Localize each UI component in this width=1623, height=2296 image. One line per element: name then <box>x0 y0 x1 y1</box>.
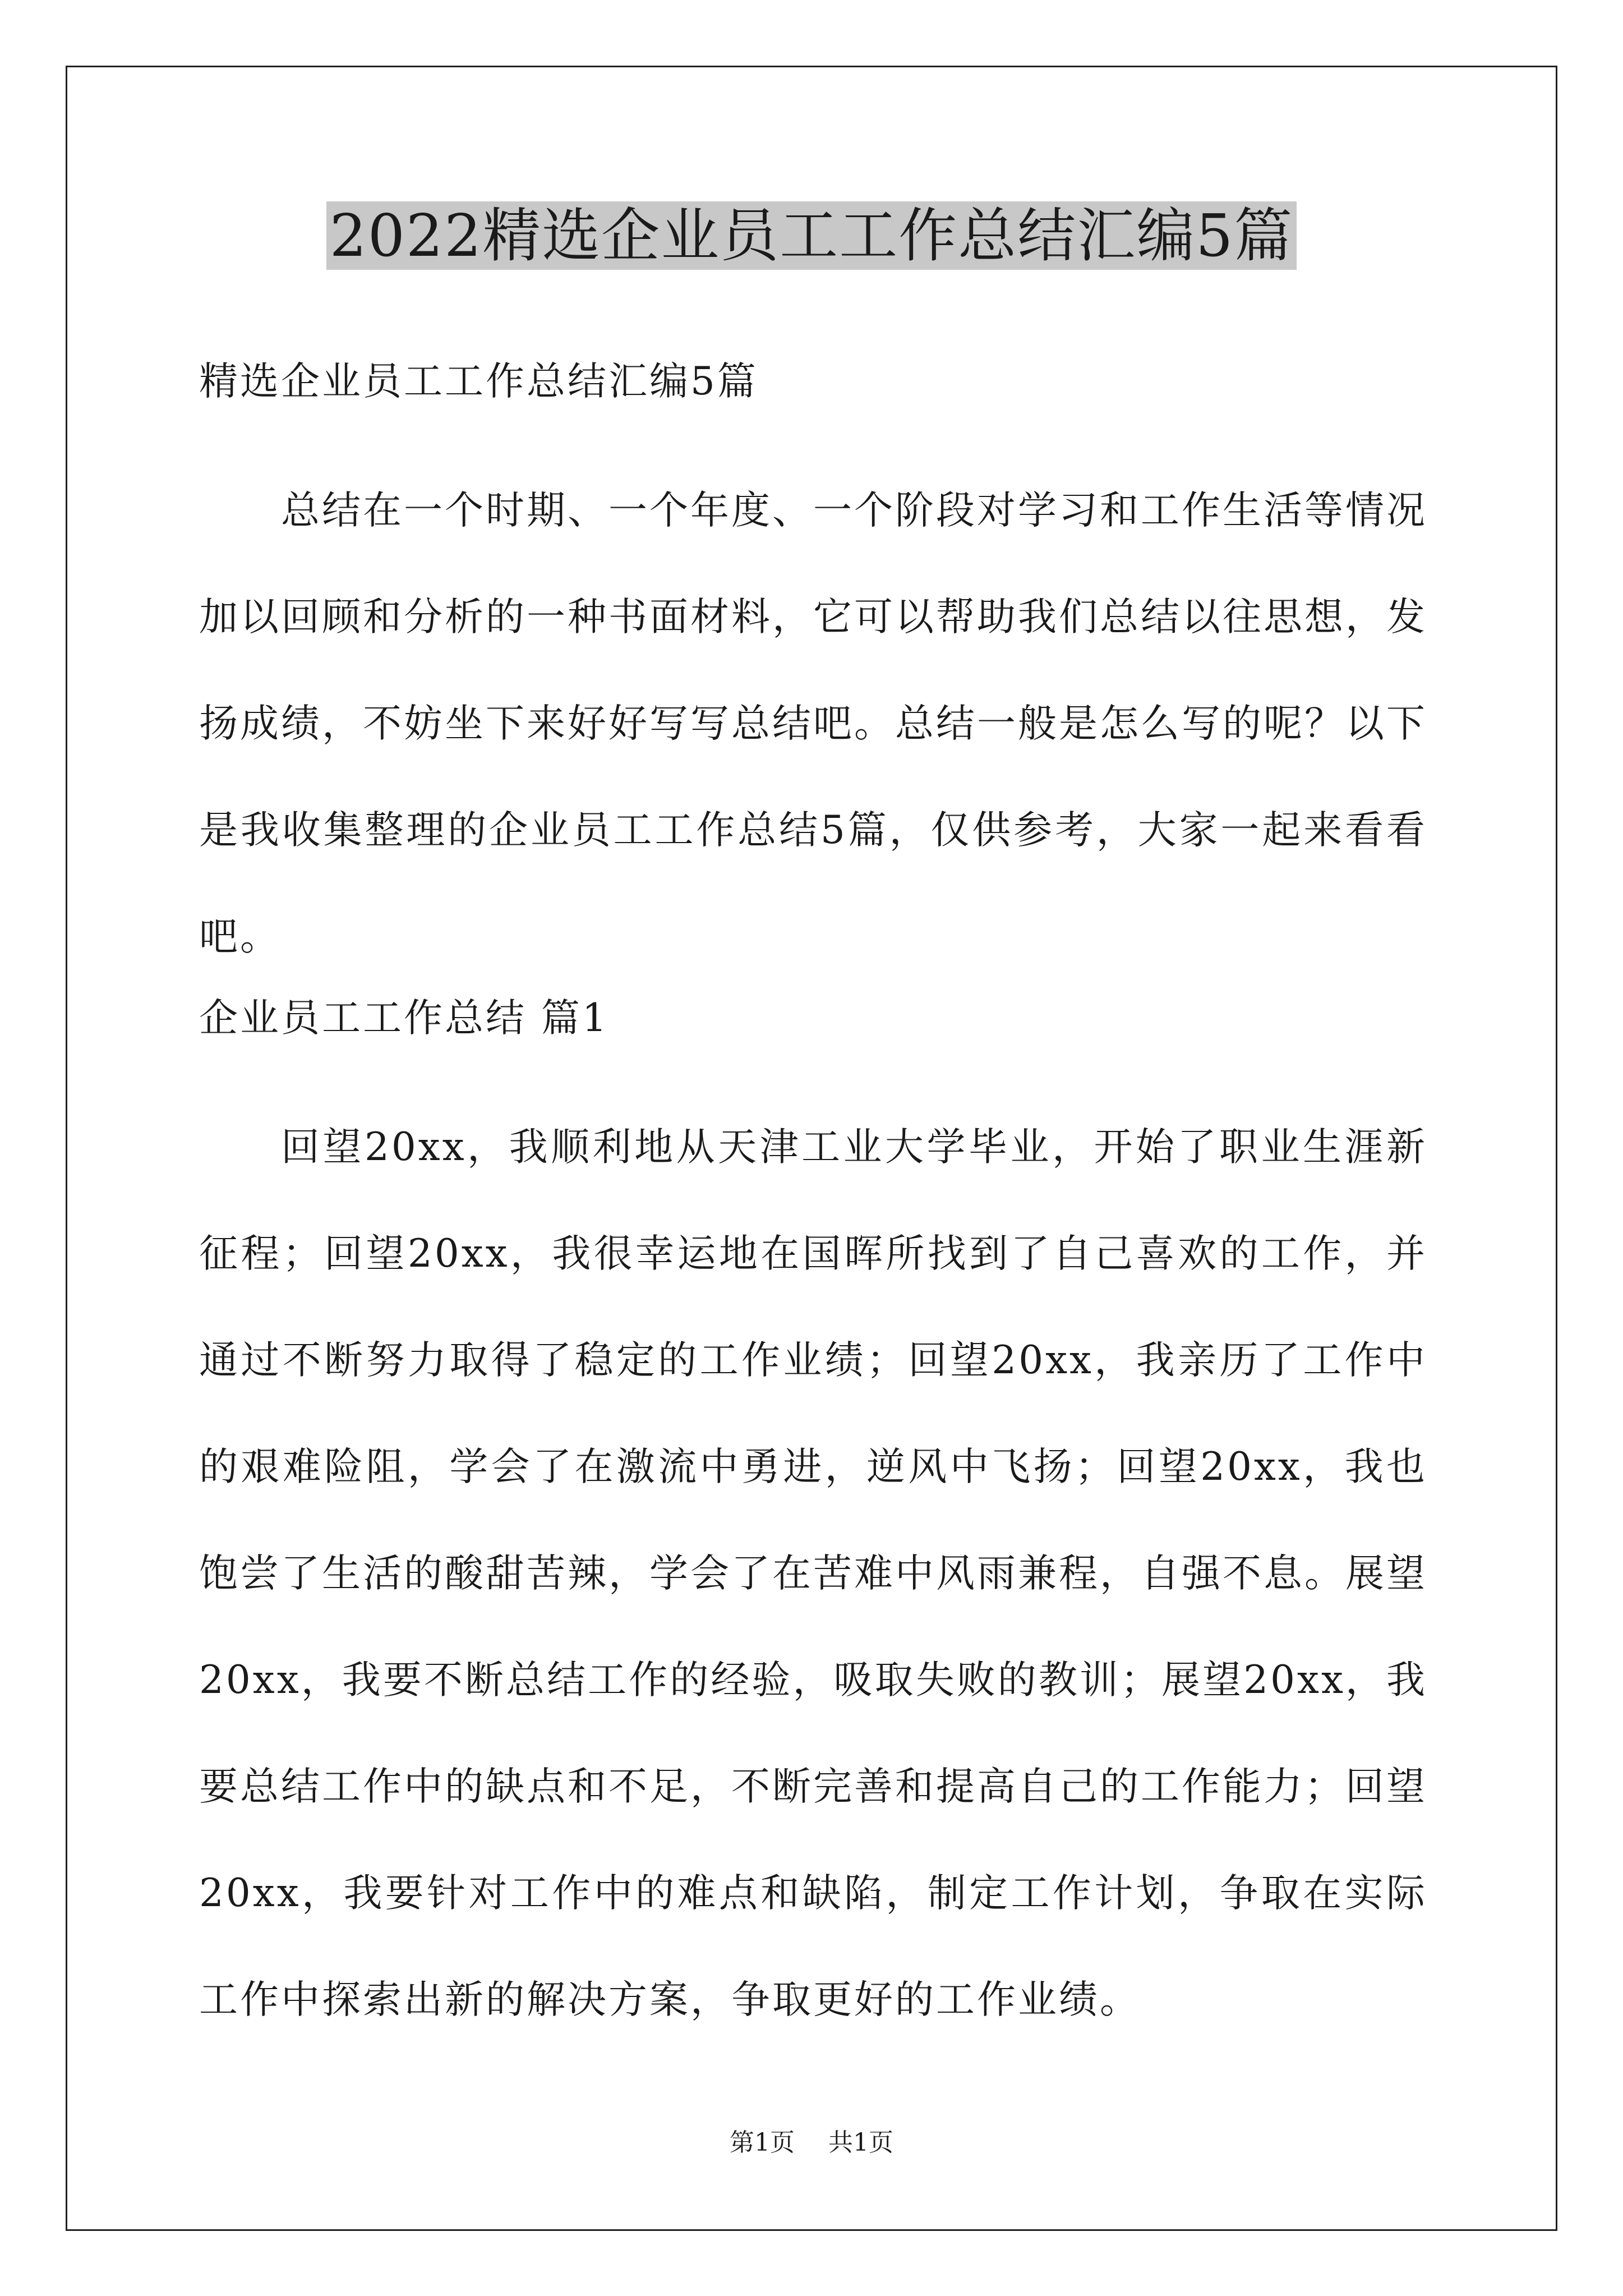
section-paragraph: 回望20xx，我顺利地从天津工业大学毕业，开始了职业生涯新征程；回望20xx，我很幸运地在国晖所找到了自己喜欢的工作，并通过不断努力取得了稳定的工作业绩；回望20xx，我亲历了工作中的艰难险阻，学会了在激流中勇进，逆风中飞扬；回望20xx，我也饱尝了生活的酸甜苦辣，学会了在苦难中风雨兼程，自强不息。展望20xx，我要不断总结工作的经验，吸取失败的教训；展望20xx，我要总结工作中的缺点和不足，不断完善和提高自己的工作能力；回望20xx，我要针对工作中的难点和缺陷，制定工作计划，争取在实际工作中探索出新的解决方案，争取更好的工作业绩。 <box>199 1125 1427 2022</box>
page-number-total: 共1页 <box>828 2128 893 2157</box>
page-footer <box>0 2126 1623 2160</box>
intro-paragraph: 总结在一个时期、一个年度、一个阶段对学习和工作生活等情况加以回顾和分析的一种书面材料，它可以帮助我们总结以往思想，发扬成绩，不妨坐下来好好写写总结吧。总结一般是怎么写的呢？以下是我收集整理的企业员工工作总结5篇，仅供参考，大家一起来看看吧。 <box>199 488 1427 959</box>
document-title-text: 2022精选企业员工工作总结汇编5篇 <box>326 201 1297 270</box>
document-subtitle: 精选企业员工工作总结汇编5篇 <box>199 359 758 404</box>
section-heading: 企业员工工作总结 篇1 <box>199 996 609 1041</box>
document-title <box>0 199 1623 272</box>
page-number-current: 第1页 <box>730 2128 795 2157</box>
